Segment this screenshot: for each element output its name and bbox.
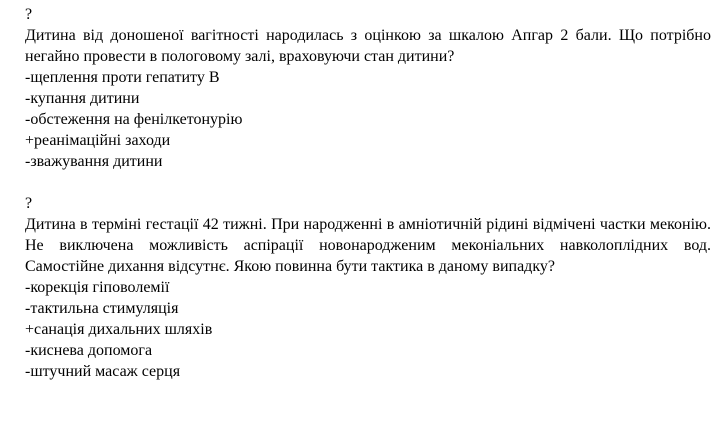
question-stem: Дитина від доношеної вагітності народилась з оцінкою за шкалою Апгар 2 бали. Що потрібно негайно провести в пологовому залі, враховуючи стан дитини?: [25, 27, 711, 65]
answer-option: -тактильна стимуляція: [25, 300, 179, 317]
answer-option: -штучний масаж серця: [25, 363, 181, 380]
answer-option: -щеплення проти гепатиту В: [25, 69, 220, 86]
question-2: [25, 193, 711, 382]
question-1: [25, 4, 711, 172]
answer-option: -корекція гіповолемії: [25, 279, 170, 296]
question-marker: ?: [25, 6, 33, 23]
answer-option: -киснева допомога: [25, 342, 153, 359]
answer-option: -обстеження на фенілкетонурію: [25, 111, 243, 128]
question-marker: ?: [25, 195, 33, 212]
question-stem: Дитина в терміні гестації 42 тижні. При народженні в амніотичній рідині відмічені частки меконію. Не виключена можливість аспірації новонародженим меконіальних навколоплідних вод. Самостійне дихання відсутнє. Якою повинна бути тактика в даному випадку?: [25, 216, 711, 275]
answer-option: -купання дитини: [25, 90, 140, 107]
document-page: [25, 4, 711, 382]
answer-option-correct: +реанімаційні заходи: [25, 132, 171, 149]
answer-option-correct: +санація дихальних шляхів: [25, 321, 213, 338]
answer-option: -зважування дитини: [25, 153, 163, 170]
